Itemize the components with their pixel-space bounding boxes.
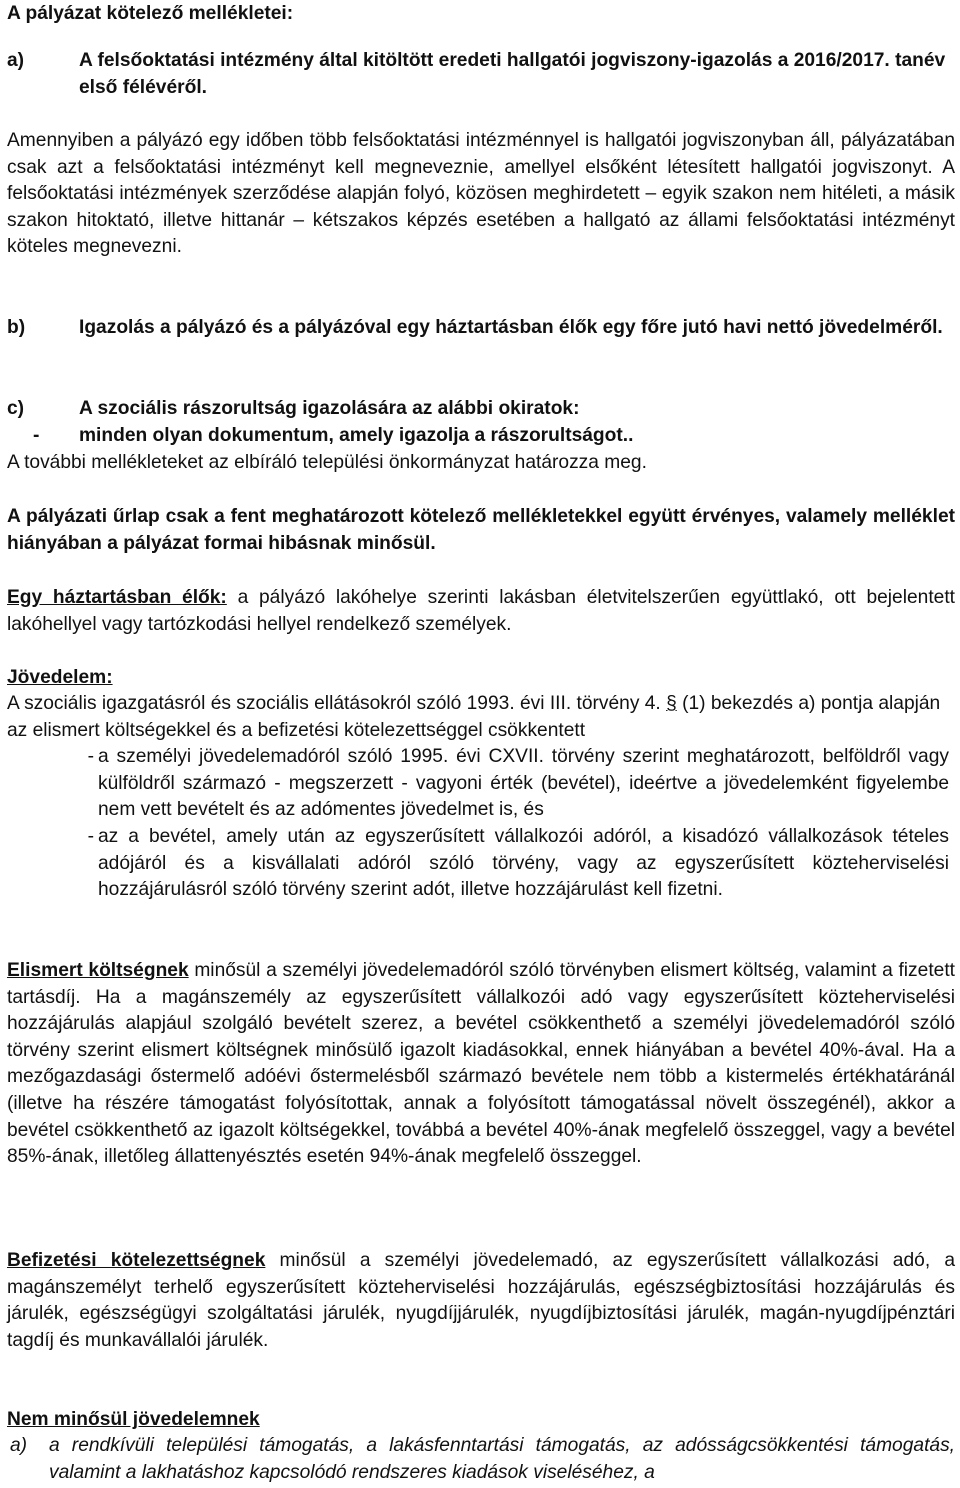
income-item-1-dash: - [87, 746, 94, 767]
income-intro-1: A szociális igazgatásról és szociális ellátásokról szóló 1993. évi III. törvény 4. [7, 693, 667, 714]
costs-definition [7, 958, 955, 1171]
item-b-text: Igazolás a pályázó és a pályázóval egy háztartásban élők egy főre jutó havi nettó jövedelméről. [79, 317, 943, 338]
income-intro-2: (1) bekezdés a) pontja alapján az elismert költségekkel és a befizetési kötelezettséggel csökkentett [7, 693, 941, 741]
section-sign: § [666, 693, 677, 714]
payment-text: minősül a személyi jövedelemadó, az egyszerűsített vállalkozási adó, a magánszemélyt terhelő egyszerűsített közteherviselési hozzájárulás, egészségbiztosítási hozzájárulás és járulék, egészségügyi szolgáltatási járulék, nyugdíjjárulék, nyugdíjbiztosítási járulék, magán-nyugdíjpénztári tagdíj és munkavállalói járulék. [7, 1250, 955, 1351]
item-a-text: A felsőoktatási intézmény által kitöltött eredeti hallgatói jogviszony-igazolás a 2016/2017. tanév első félévéről. [79, 50, 946, 98]
costs-term: Elismert költségnek [7, 960, 189, 981]
not-income-item-a-label: a) [10, 1435, 28, 1456]
item-c-dash: - [33, 425, 40, 446]
item-a [7, 48, 955, 101]
further-attachments-note: A további mellékleteket az elbíráló települési önkormányzat határozza meg. [7, 452, 647, 473]
income-item-2 [7, 824, 955, 904]
not-income-term: Nem minősül jövedelemnek [7, 1409, 260, 1430]
income-term: Jövedelem: [7, 667, 113, 688]
not-income-item-a-text: a rendkívüli települési támogatás, a lakásfenntartási támogatás, az adósságcsökkentési támogatás, valamint a lakhatáshoz kapcsolódó rendszeres kiadások viseléséhez, a [49, 1435, 955, 1483]
payment-term: Befizetési kötelezettségnek [7, 1250, 266, 1271]
attachments-heading [7, 1, 955, 28]
household-definition [7, 585, 955, 638]
household-term: Egy háztartásban élők: [7, 587, 227, 608]
payment-definition [7, 1248, 955, 1354]
income-item-1-text: a személyi jövedelemadóról szóló 1995. évi CXVII. törvény szerint meghatározott, belföldről vagy külföldről származó - megszerzett - vagyoni érték (bevétel), ideértve a jövedelemként figyelembe nem vett bevételt és az adómentes jövedelmet is, és [98, 746, 949, 821]
validity-paragraph: A pályázati űrlap csak a fent meghatározott kötelező mellékletekkel együtt érvényes, valamely melléklet hiányában a pályázat formai hibásnak minősül. [7, 506, 955, 554]
attachments-title: A pályázat kötelező mellékletei: [7, 3, 294, 24]
item-b [7, 315, 955, 342]
item-b-label: b) [7, 317, 26, 338]
income-item-2-dash: - [87, 826, 94, 847]
item-c [7, 396, 955, 423]
item-c-label: c) [7, 398, 25, 419]
costs-text: minősül a személyi jövedelemadóról szóló törvényben elismert költség, valamint a fizetett tartásdíj. Ha a magánszemély az egyszerűsített vállalkozói adó vagy egyszerűsített közteherviselési hozzájárulás alapjául szolgáló bevételt szerez, a bevétel csökkenthető a személyi jövedelemadóról szóló törvény szerint elismert költségnek minősülő igazolt kiadásokkal, ennek hiányában a bevétel 40%-ával. Ha a mezőgazdasági őstermelő adóévi őstermelésből származó bevétele nem több a kistermelés értékhatáránál (illetve ha részére támogatást folyósítottak, annak a folyósított támogatással növelt összegénél), akkor a bevétel csökkenthető az igazolt költségekkel, továbbá a bevétel 40%-ának megfelelő összeggel, vagy a bevétel 85%-ának, illetőleg állattenyésztés esetén 94%-ának megfelelő összeggel. [7, 960, 955, 1168]
item-c-sub [7, 423, 955, 450]
multi-institution-paragraph: Amennyiben a pályázó egy időben több felsőoktatási intézménnyel is hallgatói jogviszonyban áll, pályázatában csak azt a felsőoktatási intézményt kell megneveznie, amellyel elsőként létesített hallgatói jogviszonyt. A felsőoktatási intézmények szerződése alapján folyó, közösen meghirdetett – egyik szakon nem hitéleti, a másik szakon hitoktató, illetve hittanár – kétszakos képzés esetében a hallgató az állami felsőoktatási intézményt köteles megnevezni. [7, 130, 955, 258]
income-intro [7, 691, 955, 744]
item-a-label: a) [7, 50, 25, 71]
item-c-text: A szociális rászorultság igazolására az alábbi okiratok: [79, 398, 580, 419]
not-income-item-a [7, 1433, 955, 1486]
item-c-sub-text: minden olyan dokumentum, amely igazolja a rászorultságot.. [79, 425, 634, 446]
income-item-1 [7, 744, 955, 824]
income-item-2-text: az a bevétel, amely után az egyszerűsített vállalkozói adóról, a kisadózó vállalkozások tételes adójáról és a kisvállalati adóról szóló törvény, vagy az egyszerűsített közteherviselési hozzájárulásról szóló törvény szerint adót, illetve hozzájárulást kell fizetni. [98, 826, 949, 901]
household-text: a pályázó lakóhelye szerinti lakásban életvitelszerűen együttlakó, ott bejelentett lakóhellyel vagy tartózkodási hellyel rendelkező személyek. [7, 587, 955, 635]
